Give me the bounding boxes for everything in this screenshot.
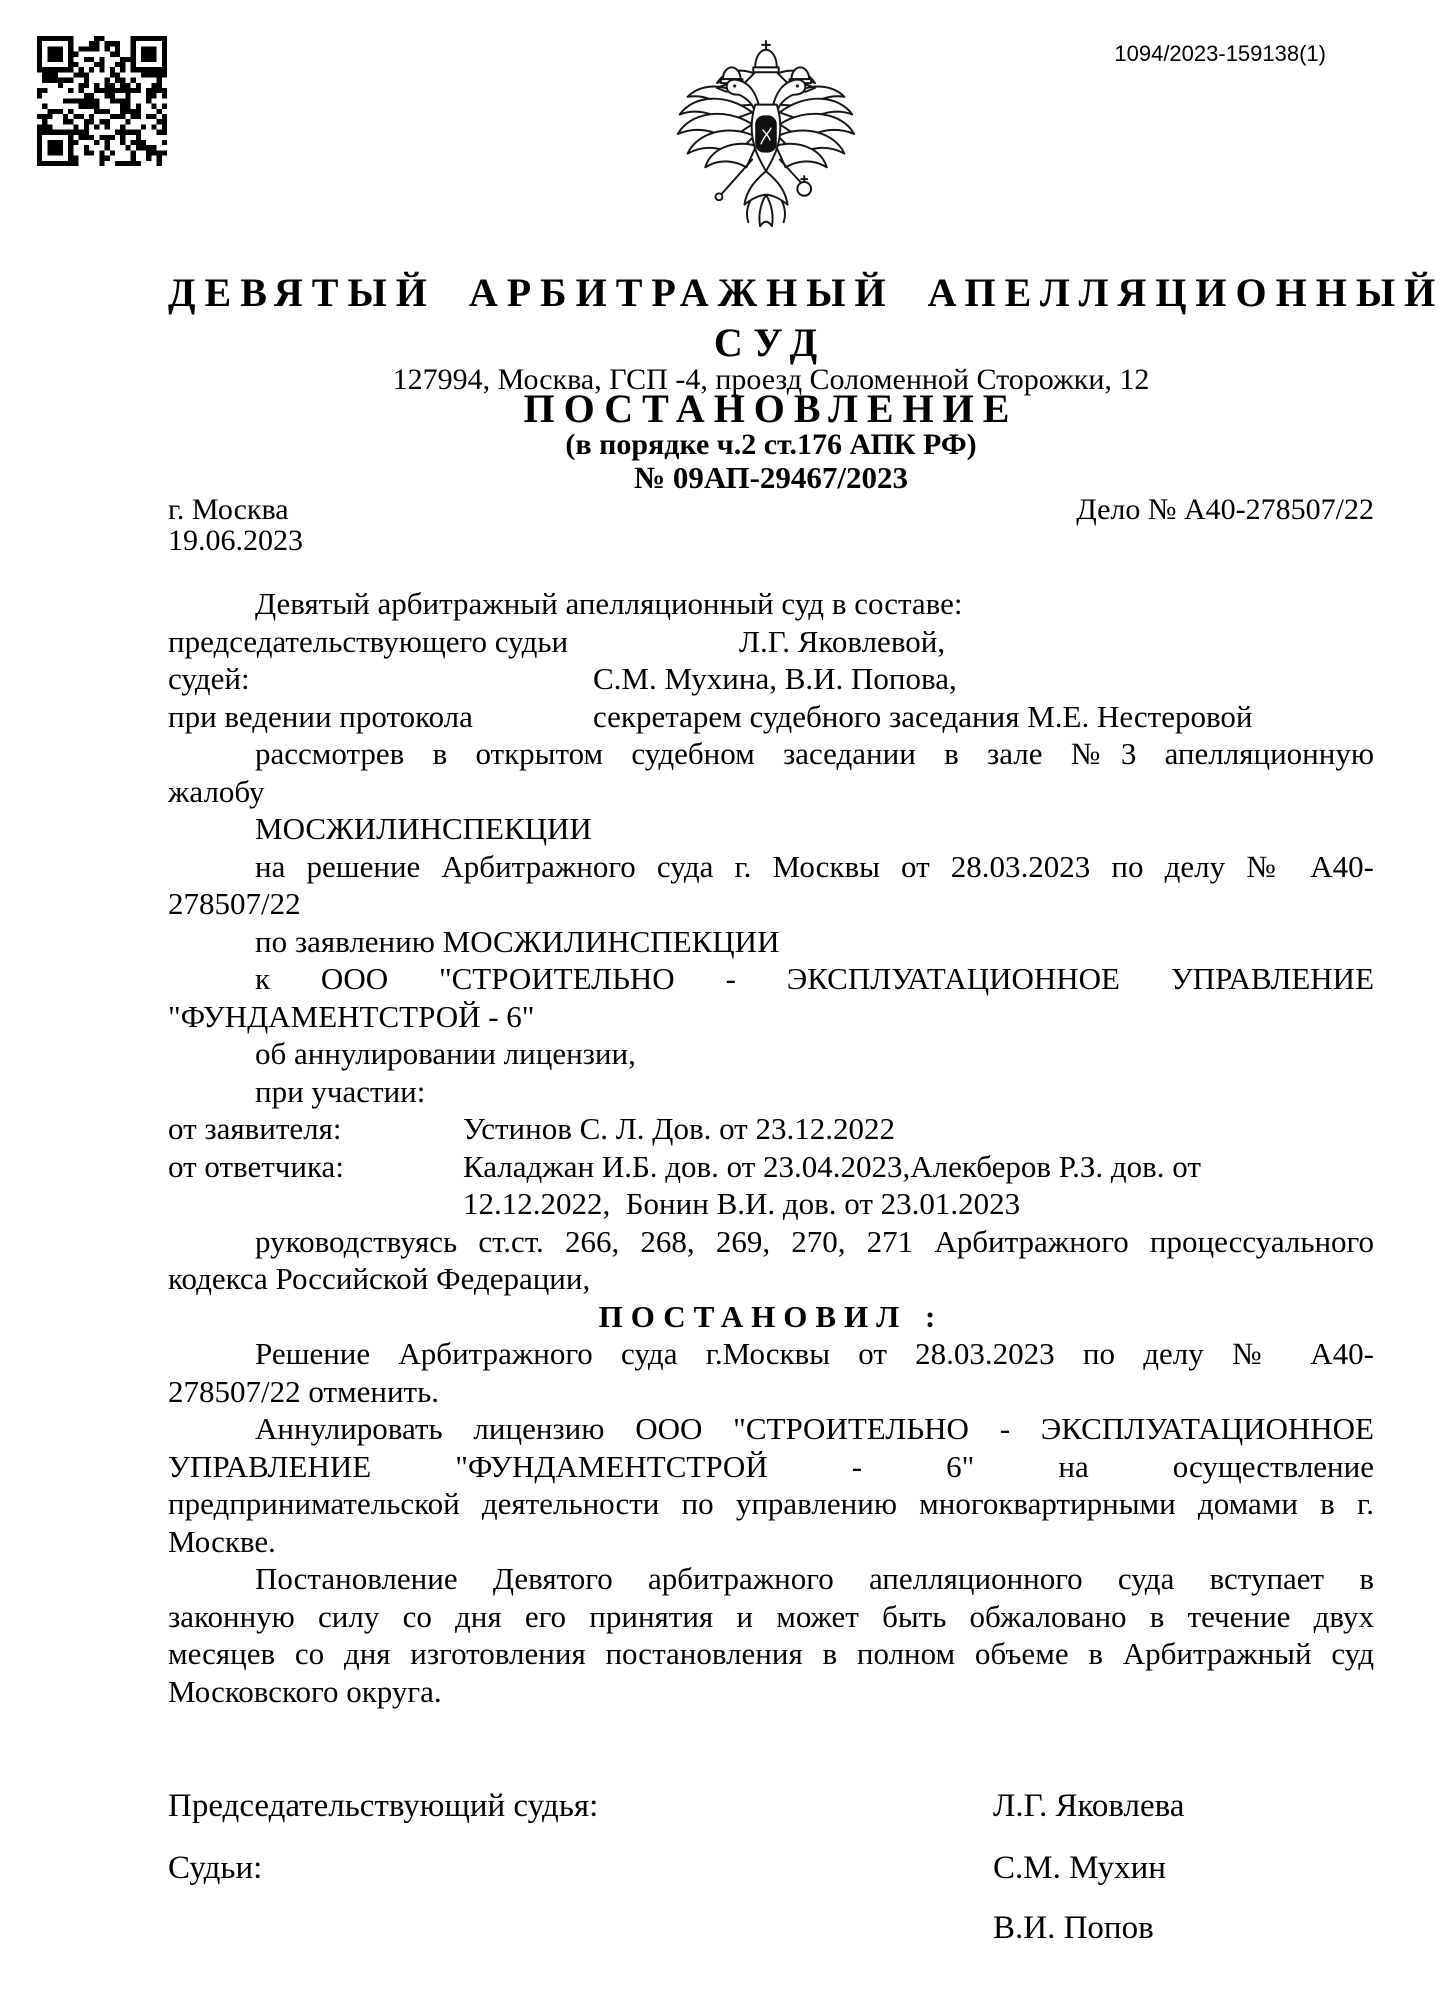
meta-city: г. Москва [168, 493, 289, 526]
document-line: Московского округа. [168, 1673, 442, 1709]
stamp-number: 1094/2023-159138(1) [1114, 41, 1326, 66]
document-line: кодекса Российской Федерации, [168, 1261, 591, 1296]
signature-name: Л.Г. Яковлева [993, 1788, 1185, 1824]
court-name-line2: СУД [713, 320, 829, 365]
document-line: Аннулировать лицензию ООО "СТРОИТЕЛЬНО - ЭКСПЛУАТАЦИОННОЕ [255, 1411, 1374, 1446]
line-value: Л.Г. Яковлевой, [739, 623, 946, 659]
document-line: об аннулировании лицензии, [255, 1036, 636, 1071]
document-line: Девятый арбитражный апелляционный суд в составе: [255, 586, 963, 621]
document-line: по заявлению МОСЖИЛИНСПЕКЦИИ [255, 923, 780, 959]
signature-name: В.И. Попов [993, 1910, 1154, 1946]
document-line: Решение Арбитражного суда г.Москвы от 28.03.2023 по делу № А40- [255, 1336, 1374, 1371]
line-value: 12.12.2022, Бонин В.И. дов. от 23.01.2023 [463, 1186, 1021, 1221]
document-line: Постановление Девятого арбитражного апелляционного суда вступает в [255, 1561, 1374, 1596]
document-line: руководствуясь ст.ст. 266, 268, 269, 270, 271 Арбитражного процессуального [255, 1223, 1374, 1259]
document-line: законную силу со дня его принятия и может быть обжаловано в течение двух [168, 1598, 1374, 1634]
line-label: судей: [168, 661, 250, 696]
line-label: председательствующего судьи [168, 623, 569, 659]
line-label: от ответчика: [168, 1148, 344, 1184]
signature-row [168, 1786, 1374, 1826]
signature-name: С.М. Мухин [993, 1850, 1166, 1886]
court-address: 127994, Москва, ГСП -4, проезд Соломенной Сторожки, 12 [392, 363, 1150, 396]
document-line: предпринимательской деятельности по управлению многоквартирными домами в г. [168, 1486, 1374, 1521]
line-label: при ведении протокола [168, 698, 473, 734]
document-line: на решение Арбитражного суда г. Москвы от 28.03.2023 по делу № А40- [255, 848, 1374, 884]
document-number: № 09АП-29467/2023 [633, 460, 909, 495]
line-label: от заявителя: [168, 1111, 342, 1146]
document-line: месяцев со дня изготовления постановления в полном объеме в Арбитражный суд [168, 1636, 1374, 1671]
document-line: Москве. [168, 1523, 276, 1559]
document-line: жалобу [168, 773, 265, 809]
signature-block [168, 0, 1445, 2000]
document-line: "ФУНДАМЕНТСТРОЙ - 6" [168, 998, 535, 1034]
signature-label: Председательствующий судья: [168, 1788, 599, 1824]
document-line: 278507/22 отменить. [168, 1373, 439, 1409]
court-name-line1: ДЕВЯТЫЙ АРБИТРАЖНЫЙ АПЕЛЛЯЦИОННЫЙ [168, 270, 1445, 315]
document-line: 278507/22 [168, 886, 301, 921]
line-value: С.М. Мухина, В.И. Попова, [593, 661, 957, 696]
document-subtitle: (в порядке ч.2 ст.176 АПК РФ) [565, 428, 977, 461]
resolution-heading: ПОСТАНОВИЛ : [598, 1298, 944, 1334]
line-value: Устинов С. Л. Дов. от 23.12.2022 [463, 1111, 895, 1146]
signature-row [168, 1848, 1374, 1888]
signature-label: Судьи: [168, 1850, 263, 1886]
meta-date: 19.06.2023 [168, 524, 303, 557]
document-line: рассмотрев в открытом судебном заседании в зале №3 апелляционную [255, 736, 1374, 771]
document-title: ПОСТАНОВЛЕНИЕ [523, 386, 1019, 431]
document-line: УПРАВЛЕНИЕ "ФУНДАМЕНТСТРОЙ - 6" на осуществление [168, 1448, 1374, 1484]
qr-code-icon [37, 35, 167, 167]
line-value: секретарем судебного заседания М.Е. Нестеровой [593, 698, 1253, 734]
line-value: Каладжан И.Б. дов. от 23.04.2023,Алекберов Р.З. дов. от [463, 1148, 1201, 1184]
document-line: при участии: [255, 1073, 426, 1109]
meta-case-number: Дело № А40-278507/22 [1076, 493, 1374, 526]
document-line: МОСЖИЛИНСПЕКЦИИ [255, 811, 592, 846]
document-line: к ООО "СТРОИТЕЛЬНО - ЭКСПЛУАТАЦИОННОЕ УПРАВЛЕНИЕ [255, 961, 1374, 996]
